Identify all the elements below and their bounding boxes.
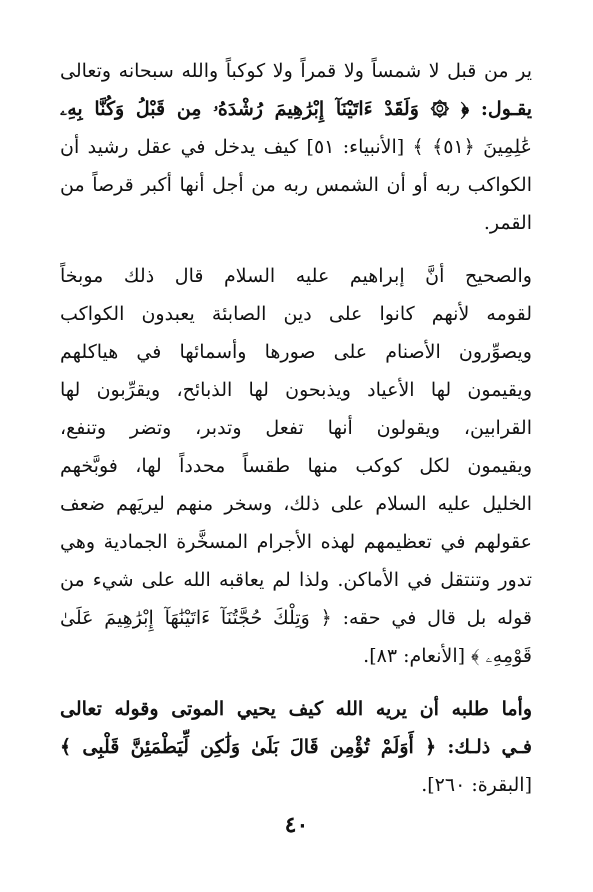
page-body — [60, 52, 532, 804]
paragraph-3 — [60, 690, 532, 804]
text-line-quran: فـي ذلـك: ﴿ أَوَلَمْ تُؤْمِن قَالَ بَلَىٰ وَلَٰكِن لِّيَطْمَئِنَّ قَلْبِى ﴾ — [60, 736, 532, 758]
text-line: ويقيمون لها الأعياد ويذبحون لها الذبائح، ويقرِّبون لها — [60, 379, 532, 401]
paragraph-gap — [60, 675, 532, 690]
text-line: [البقرة: ٢٦٠]. — [421, 774, 532, 796]
text-line: عقولهم في تعظيمهم لهذه الأجرام المسخَّرة الجمادية وهي — [60, 531, 532, 553]
text-line-quran: قوله بل قال في حقه: ﴿ وَتِلْكَ حُجَّتُنَآ ءَاتَيْنَٰهَآ إِبْرَٰهِيمَ عَلَىٰ — [60, 607, 532, 629]
text-line: الخليل عليه السلام على ذلك، وسخر منهم ليريَهم ضعف — [60, 493, 532, 515]
text-line: الكواكب ربه أو أن الشمس ربه من أجل أنها أكبر قرصاً من — [60, 174, 532, 196]
text-line-quran: يقـول: ﴿ ۞ وَلَقَدْ ءَاتَيْنَآ إِبْرَٰهِيمَ رُشْدَهُۥ مِن قَبْلُ وَكُنَّا بِهِۦ — [60, 98, 532, 120]
paragraph-gap — [60, 242, 532, 257]
text-line: عَٰلِمِينَ ﴿٥١﴾ ﴾ [الأنبياء: ٥١] كيف يدخل في عقل رشيد أن — [60, 136, 532, 158]
text-line: ويصوِّرون الأصنام على صورها وأسمائها في هياكلهم — [60, 341, 532, 363]
text-line: وأما طلبه أن يريه الله كيف يحيي الموتى وقوله تعالى — [60, 698, 532, 720]
text-line: لقومه لأنهم كانوا على دين الصابئة يعبدون الكواكب — [60, 303, 532, 325]
text-line-quran: قَوْمِهِۦ ﴾ [الأنعام: ٨٣]. — [363, 645, 532, 667]
text-line: القمر. — [483, 212, 532, 234]
page-number: ٤٠ — [284, 812, 309, 838]
text-line: ير من قبل لا شمساً ولا قمراً ولا كوكباً والله سبحانه وتعالى — [60, 60, 532, 82]
paragraph-1 — [60, 52, 532, 242]
text-line: والصحيح أنَّ إبراهيم عليه السلام قال ذلك موبخاً — [60, 265, 532, 287]
text-line: تدور وتنتقل في الأماكن. ولذا لم يعاقبه الله على شيء من — [60, 569, 532, 591]
paragraph-2 — [60, 257, 532, 675]
text-line: القرابين، ويقولون أنها تفعل وتدبر، وتضر وتنفع، — [60, 417, 532, 439]
text-line: ويقيمون لكل كوكب منها طقساً محدداً لها، فوبَّخهم — [60, 455, 532, 477]
